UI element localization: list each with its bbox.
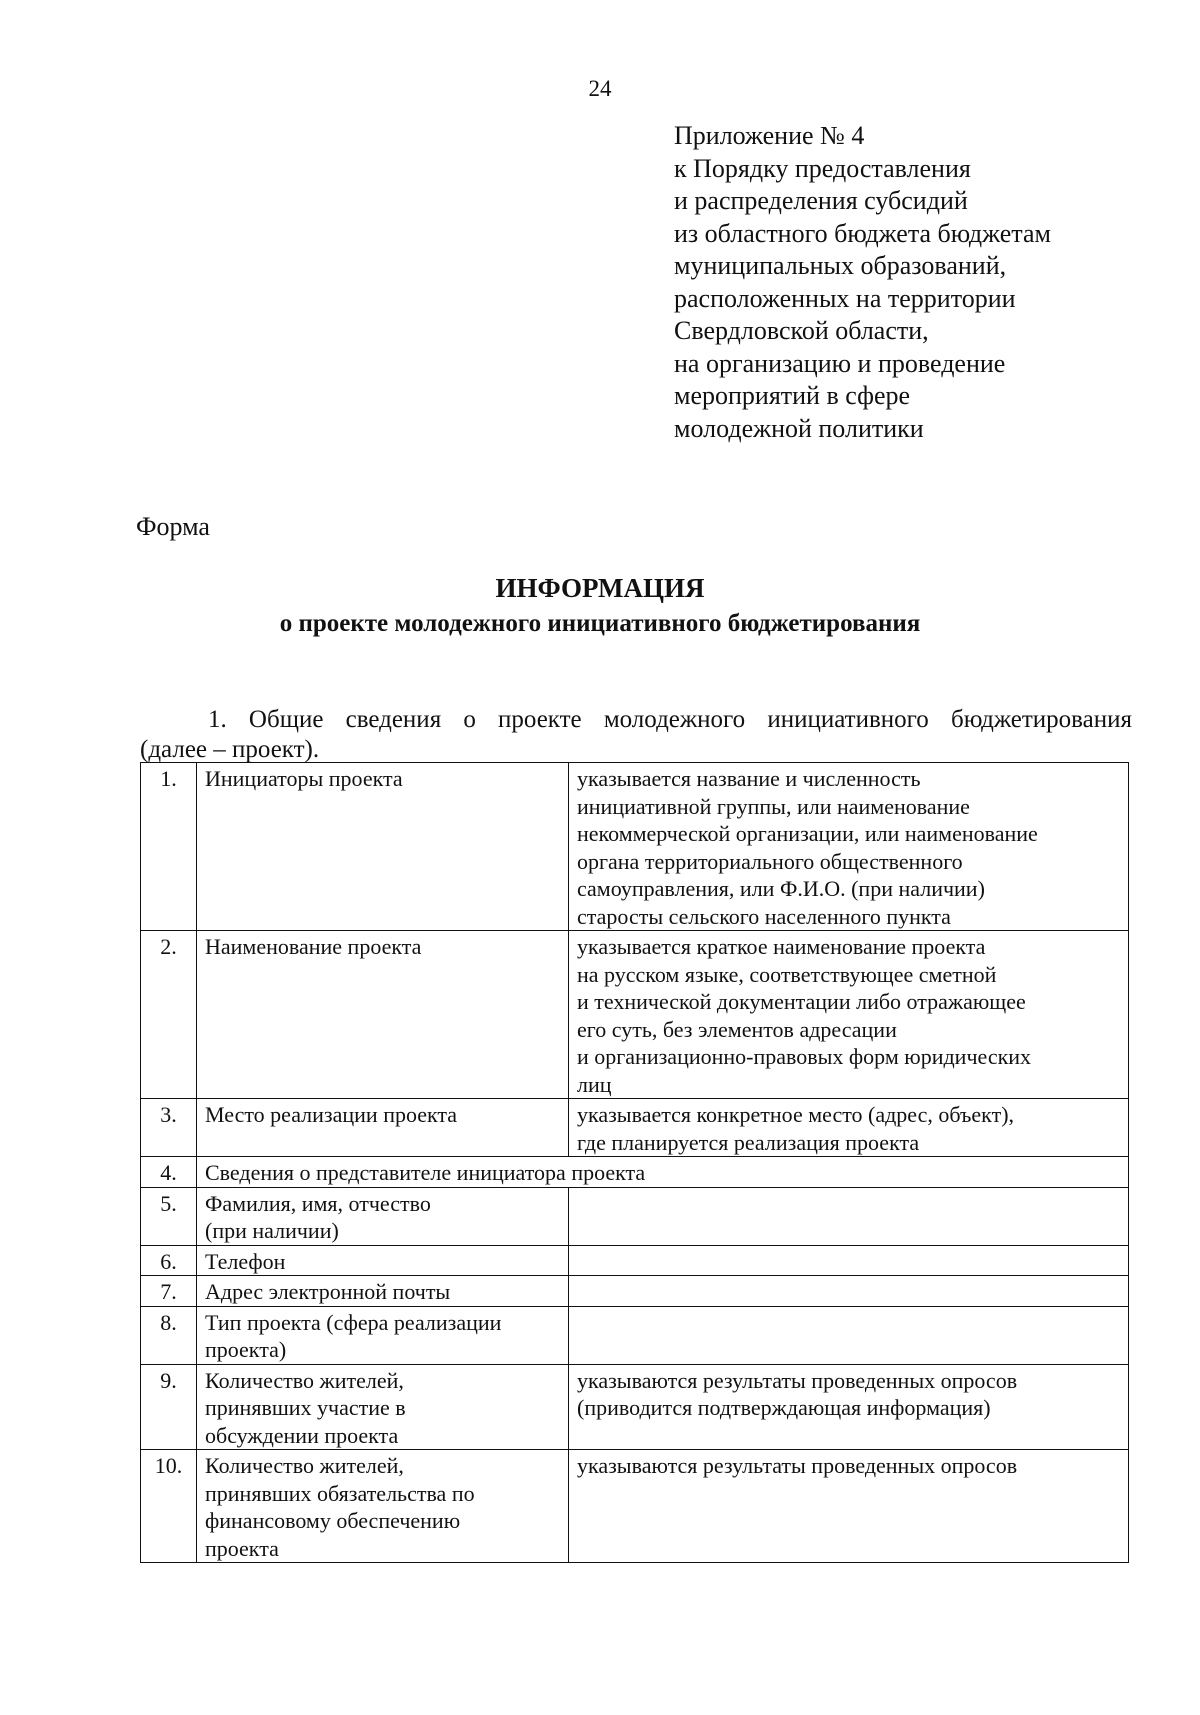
row-number: 7. [141, 1276, 197, 1307]
field-name-cell [197, 1276, 569, 1307]
row-number: 2. [141, 931, 197, 1099]
appendix-line: молодежной политики [674, 413, 924, 443]
description-line: старосты сельского населенного пункта [577, 903, 951, 929]
field-name-line: Наименование проекта [205, 934, 422, 959]
description-cell [569, 1364, 1129, 1450]
description-line: самоуправления, или Ф.И.О. (при наличии) [577, 876, 985, 901]
description-cell [569, 763, 1129, 931]
field-name-line: Фамилия, имя, отчество [205, 1190, 431, 1216]
field-name-line: проекта) [205, 1337, 287, 1362]
field-name-line: принявших участие в [205, 1395, 406, 1420]
appendix-line: мероприятий в сфере [674, 381, 911, 410]
table-row [141, 931, 1129, 1099]
table-row [141, 1364, 1129, 1450]
description-line: и организационно-правовых форм юридических [577, 1044, 1032, 1069]
field-name-line: Телефон [205, 1248, 286, 1274]
field-name-line: (при наличии) [205, 1218, 339, 1243]
description-cell [569, 1187, 1129, 1245]
table-row [141, 1306, 1129, 1364]
form-label: Форма [136, 512, 210, 541]
field-name-line: Количество жителей, [205, 1453, 404, 1478]
intro-paragraph [140, 705, 1132, 765]
table-row [141, 1099, 1129, 1157]
field-name-line: проекта [205, 1535, 279, 1561]
appendix-line: из областного бюджета бюджетам [674, 218, 1051, 248]
description-line: указывается краткое наименование проекта [577, 934, 986, 959]
description-line: на русском языке, соответствующее сметной [577, 961, 997, 987]
field-name-line: финансовому обеспечению [205, 1508, 461, 1533]
field-name-cell [197, 1306, 569, 1364]
field-name-cell [197, 1187, 569, 1245]
field-name-cell [197, 1364, 569, 1450]
table-body [141, 763, 1129, 1563]
description-cell [569, 1450, 1129, 1563]
row-number: 5. [141, 1187, 197, 1245]
page-number: 24 [588, 76, 612, 101]
field-name-cell [197, 1450, 569, 1563]
field-name-line: принявших обязательства по [205, 1480, 475, 1506]
field-name-line: Место реализации проекта [205, 1102, 458, 1127]
field-name-cell [197, 1099, 569, 1157]
table-row [141, 763, 1129, 931]
description-cell [569, 1099, 1129, 1157]
table-row [141, 1450, 1129, 1563]
field-name-cell [197, 931, 569, 1099]
intro-line: (далее – проект). [140, 736, 320, 763]
table-row [141, 1245, 1129, 1276]
row-number: 3. [141, 1099, 197, 1157]
table-row [141, 1157, 1129, 1188]
description-line: указываются результаты проведенных опросов [577, 1367, 1018, 1393]
section-heading-cell: Сведения о представителе инициатора проекта [197, 1157, 1129, 1188]
description-line: где планируется реализация проекта [577, 1129, 920, 1155]
appendix-line: муниципальных образований, [674, 251, 1007, 280]
description-line: его суть, без элементов адресации [577, 1016, 897, 1042]
document-subtitle: о проекте молодежного инициативного бюджетирования [279, 610, 921, 637]
appendix-line: и распределения субсидий [674, 186, 968, 215]
field-name-line: обсуждении проекта [205, 1422, 399, 1448]
table-row [141, 1187, 1129, 1245]
description-line: указывается название и численность [577, 766, 921, 791]
description-cell [569, 1306, 1129, 1364]
field-name-line: Инициаторы проекта [205, 766, 403, 791]
appendix-line: расположенных на территории [674, 283, 1016, 313]
description-line: указывается конкретное место (адрес, объект), [577, 1102, 1015, 1127]
appendix-line: на организацию и проведение [674, 348, 1006, 378]
description-line: органа территориального общественного [577, 848, 963, 874]
appendix-line: Свердловской области, [674, 316, 929, 345]
description-line: указываются результаты проведенных опросов [577, 1453, 1018, 1478]
description-cell [569, 931, 1129, 1099]
description-line: (приводится подтверждающая информация) [577, 1395, 991, 1420]
description-cell [569, 1276, 1129, 1307]
description-line: и технической документации либо отражающее [577, 989, 1026, 1014]
field-name-line: Количество жителей, [205, 1367, 404, 1393]
row-number: 6. [141, 1245, 197, 1276]
description-line: инициативной группы, или наименование [577, 793, 970, 819]
appendix-reference [674, 120, 1051, 445]
project-info-table [140, 762, 1129, 1563]
description-cell [569, 1245, 1129, 1276]
field-name-line: Тип проекта (сфера реализации [205, 1309, 502, 1335]
document-title: ИНФОРМАЦИЯ [495, 573, 705, 603]
row-number: 1. [141, 763, 197, 931]
row-number: 4. [141, 1157, 197, 1188]
field-name-cell [197, 763, 569, 931]
table-row [141, 1276, 1129, 1307]
row-number: 9. [141, 1364, 197, 1450]
description-line: некоммерческой организации, или наименование [577, 821, 1038, 846]
row-number: 10. [141, 1450, 197, 1563]
appendix-line: к Порядку предоставления [674, 153, 971, 183]
field-name-line: Адрес электронной почты [205, 1279, 451, 1304]
row-number: 8. [141, 1306, 197, 1364]
field-name-cell [197, 1245, 569, 1276]
appendix-line: Приложение № 4 [674, 121, 865, 150]
intro-line: 1. Общие сведения о проекте молодежного инициативного бюджетирования [208, 706, 1132, 733]
description-line: лиц [577, 1071, 612, 1097]
